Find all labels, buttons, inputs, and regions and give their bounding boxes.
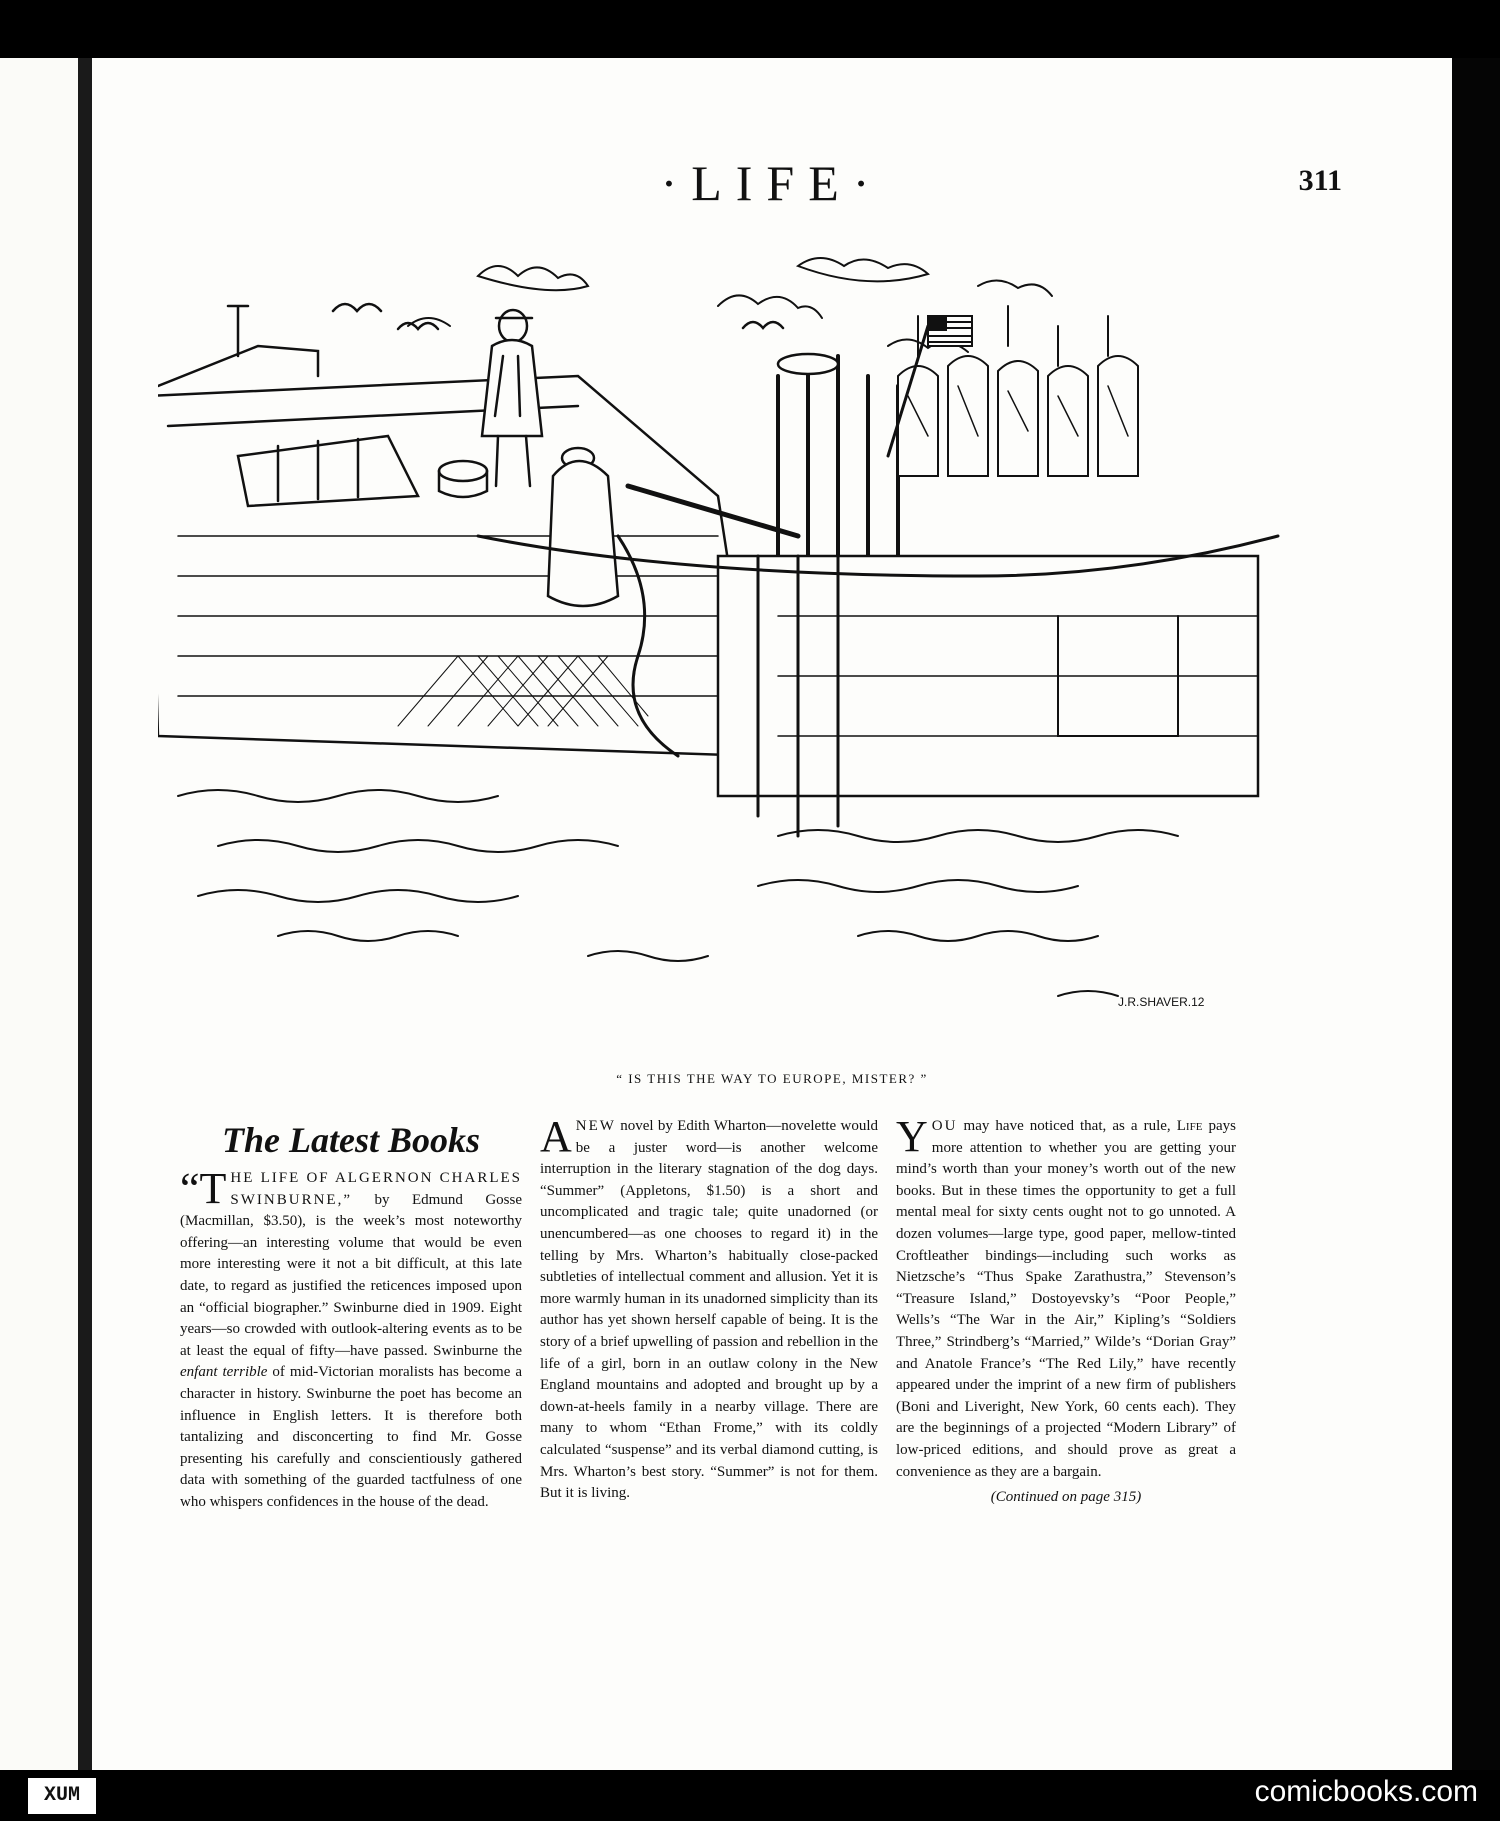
article-heading: The Latest Books <box>222 1120 480 1160</box>
col1-body: by Edmund Gosse (Macmillan, $3.50), is the week’s most noteworthy offering—an interesting volume that would be even more interesting were it not a bit difficult, at this late date, to regard as justified the reticences imposed upon an “official biographer.” Swinburne died in 1909. Eight years—so crowded with outlook-altering events as to be at least the equal of fifty—have passed. Swinburne the <box>180 1191 522 1359</box>
col2-caps: NEW <box>575 1118 616 1134</box>
book-spine <box>78 58 92 1770</box>
col3-caps: OU <box>931 1118 958 1134</box>
masthead <box>92 154 1452 212</box>
title-caps: HE LIFE OF ALGERNON CHARLES SWINBURNE,” <box>230 1170 522 1208</box>
dropcap-3: Y <box>896 1112 928 1161</box>
watermark: comicbooks.com <box>1254 1775 1478 1808</box>
col3-body: may have noticed that, as a rule, <box>957 1118 1177 1134</box>
cartoon-illustration <box>158 236 1328 1066</box>
article-column-1 <box>180 1116 522 1514</box>
magazine-page <box>92 58 1452 1770</box>
left-page-edge <box>0 58 86 1770</box>
illustration-caption: “ IS THIS THE WAY TO EUROPE, MISTER? ” <box>616 1071 928 1086</box>
seagulls <box>333 304 783 329</box>
dropcap-1: “T <box>180 1164 227 1213</box>
col1-italic: enfant terrible <box>180 1364 268 1381</box>
masthead-dot-right: · <box>852 155 884 211</box>
article-column-2 <box>540 1112 878 1505</box>
water-ripples <box>178 790 1178 996</box>
col1-body-continued: of mid-Victorian moralists has become a character in history. Swinburne the poet has become an influence in English letters. It is therefore both tantalizing and disconcerting to find Mr. Gosse presenting his carefully and conscientiously gathered data with something of the guarded tactfulness of one who whispers confidences in the house of the dead. <box>180 1364 522 1510</box>
continued-note: (Continued on page 315) <box>990 1489 1142 1506</box>
life-smallcaps: Life <box>1176 1118 1203 1134</box>
dropcap-2: A <box>540 1112 572 1161</box>
right-scan-border <box>1452 58 1500 1770</box>
barge <box>158 306 758 756</box>
col3-body-continued: pays more attention to whether you are getting your mind’s worth than your money’s worth out of the new books. But in these times the opportunity to get a full mental meal for sixty cents ought not to go unnoted. A dozen volumes—large type, good paper, mellow-tinted Croftleather bindings—including such works as Nietzsche’s “Thus Spake Zarathustra,” Stevenson’s “Treasure Island,” Dostoyevsky’s “Poor People,” Wells’s “The War in the Air,” Kipling’s “Soldiers Three,” Strindberg’s “Married,” Wilde’s “Dorian Gray” and Anatole France’s “The Red Lily,” have recently appeared under the imprint of a new firm of publishers (Boni and Liveright, New York, 60 cents each). They are the beginnings of a projected “Modern Library” of low-priced editions, and should prove as great a convenience as they are a bargain. <box>896 1118 1237 1480</box>
scan-stamp: XUM <box>28 1778 96 1814</box>
article-column-3 <box>896 1112 1237 1509</box>
page-number: 311 <box>1298 164 1342 197</box>
artist-signature: J.R.SHAVER.12 <box>1118 995 1205 1009</box>
col2-body: novel by Edith Wharton—novelette would be a juster word—is another welcome interruption in the literary stagnation of the dog days. “Summer” (Appletons, $1.50) is a short and uncomplicated and tragic tale; quite unadorned (or unencumbered—as one chooses to regard it) in the telling by Mrs. Wharton’s habitually close-packed subtleties of intellectual comment and allusion. Yet it is more warmly human in its unadorned simplicity than its author has yet shown herself capable of being. It is the story of a brief upwelling of passion and rebellion in the life of a girl, born in an outlaw colony in the New England mountains and adopted and brought up by a down-at-heels family in a nearby village. There are many to whom “Ethan Frome,” with its coldly calculated “suspense” and its verbal diamond cutting, is Mrs. Wharton’s best story. “Summer” is not for them. But it is living. <box>540 1118 878 1502</box>
masthead-dot-left: · <box>660 155 692 211</box>
masthead-title: LIFE <box>691 155 853 211</box>
